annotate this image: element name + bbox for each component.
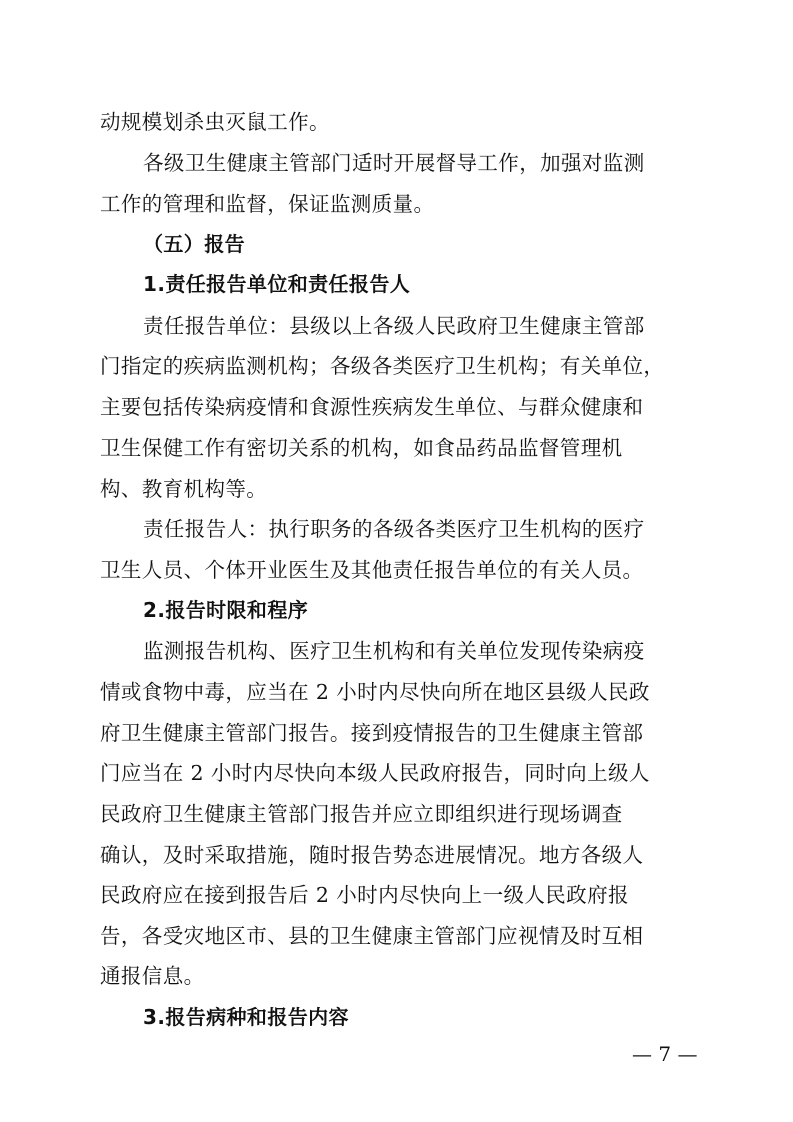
body-line: 民政府卫生健康主管部门报告并应立即组织进行现场调查 [100, 802, 623, 826]
body-line: 构、教育机构等。 [100, 477, 268, 501]
body-line: 门指定的疾病监测机构；各级各类医疗卫生机构；有关单位， [100, 354, 665, 378]
body-line: 门应当在 2 小时内尽快向本级人民政府报告，同时向上级人 [100, 761, 650, 785]
subsection-heading: 3.报告病种和报告内容 [143, 1005, 349, 1029]
subsection-heading: 1.责任报告单位和责任报告人 [143, 272, 411, 296]
body-line: 监测报告机构、医疗卫生机构和有关单位发现传染病疫 [143, 639, 645, 663]
body-line: 责任报告人：执行职务的各级各类医疗卫生机构的医疗 [143, 517, 645, 541]
body-line: 告，各受灾地区市、县的卫生健康主管部门应视情及时互相 [100, 924, 644, 948]
page-number: — 7 — [632, 1042, 698, 1066]
body-line: 主要包括传染病疫情和食源性疾病发生单位、与群众健康和 [100, 395, 644, 419]
body-line: 民政府应在接到报告后 2 小时内尽快向上一级人民政府报 [100, 883, 629, 907]
body-line: 府卫生健康主管部门报告。接到疫情报告的卫生健康主管部 [100, 721, 644, 745]
section-heading: （五）报告 [143, 232, 245, 256]
body-line: 情或食物中毒，应当在 2 小时内尽快向所在地区县级人民政 [100, 680, 650, 704]
body-line: 通报信息。 [100, 964, 205, 988]
body-line: 卫生保健工作有密切关系的机构，如食品药品监督管理机 [100, 436, 623, 460]
body-line: 卫生人员、个体开业医生及其他责任报告单位的有关人员。 [100, 558, 644, 582]
body-line: 责任报告单位：县级以上各级人民政府卫生健康主管部 [143, 314, 645, 338]
subsection-heading: 2.报告时限和程序 [143, 598, 309, 622]
body-line: 工作的管理和监督，保证监测质量。 [100, 192, 435, 216]
body-line: 各级卫生健康主管部门适时开展督导工作，加强对监测 [143, 151, 645, 175]
body-line: 动规模划杀虫灭鼠工作。 [100, 110, 330, 134]
body-line: 确认，及时采取措施，随时报告势态进展情况。地方各级人 [100, 843, 644, 867]
